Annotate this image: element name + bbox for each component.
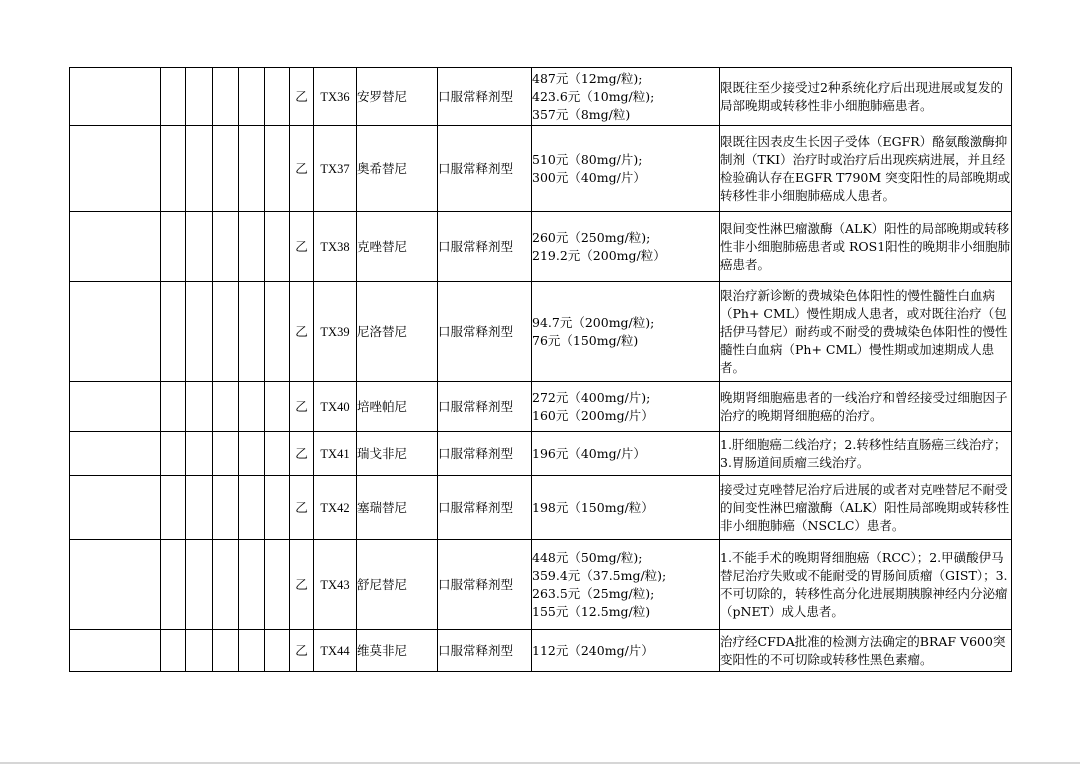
- drug-name-cell: 奥希替尼: [357, 126, 438, 212]
- price-line: 155元（12.5mg/粒): [532, 603, 651, 619]
- price-cell: [532, 630, 720, 672]
- price-cell: [532, 432, 720, 476]
- empty-cell: [161, 476, 186, 540]
- dosage-form-cell: 口服常释剂型: [438, 432, 532, 476]
- price-cell: [532, 282, 720, 382]
- empty-cell: [186, 282, 213, 382]
- empty-cell: [70, 630, 161, 672]
- empty-cell: [70, 212, 161, 282]
- drug-code-cell: TX38: [314, 212, 357, 282]
- empty-cell: [213, 212, 239, 282]
- table-row: [70, 432, 1012, 476]
- empty-cell: [186, 382, 213, 432]
- drug-table-body: [70, 68, 1012, 672]
- empty-cell: [239, 212, 265, 282]
- price-cell: [532, 68, 720, 126]
- reimbursement-limit-cell: 晚期肾细胞癌患者的一线治疗和曾经接受过细胞因子治疗的晚期肾细胞癌的治疗。: [720, 382, 1012, 432]
- price-line: 487元（12mg/粒);: [532, 70, 643, 86]
- price-line: 94.7元（200mg/粒);: [532, 314, 655, 330]
- drug-code-cell: TX39: [314, 282, 357, 382]
- empty-cell: [239, 476, 265, 540]
- empty-cell: [186, 432, 213, 476]
- empty-cell: [70, 68, 161, 126]
- empty-cell: [265, 432, 290, 476]
- price-line: 160元（200mg/片）: [532, 407, 654, 423]
- empty-cell: [239, 630, 265, 672]
- category-cell: 乙: [290, 126, 314, 212]
- table-row: [70, 212, 1012, 282]
- price-cell: [532, 126, 720, 212]
- empty-cell: [239, 432, 265, 476]
- dosage-form-cell: 口服常释剂型: [438, 382, 532, 432]
- table-row: [70, 476, 1012, 540]
- category-cell: 乙: [290, 432, 314, 476]
- drug-code-cell: TX36: [314, 68, 357, 126]
- price-line: 510元（80mg/片);: [532, 151, 643, 167]
- price-cell: [532, 476, 720, 540]
- drug-code-cell: TX40: [314, 382, 357, 432]
- drug-name-cell: 舒尼替尼: [357, 540, 438, 630]
- price-line: 219.2元（200mg/粒）: [532, 247, 666, 263]
- price-line: 359.4元（37.5mg/粒);: [532, 567, 667, 583]
- empty-cell: [239, 540, 265, 630]
- empty-cell: [186, 126, 213, 212]
- table-row: [70, 282, 1012, 382]
- drug-code-cell: TX44: [314, 630, 357, 672]
- price-line: 300元（40mg/片）: [532, 169, 646, 185]
- drug-name-cell: 维莫非尼: [357, 630, 438, 672]
- empty-cell: [161, 126, 186, 212]
- empty-cell: [213, 630, 239, 672]
- empty-cell: [239, 126, 265, 212]
- price-line: 423.6元（10mg/粒);: [532, 88, 655, 104]
- empty-cell: [70, 126, 161, 212]
- category-cell: 乙: [290, 630, 314, 672]
- empty-cell: [265, 126, 290, 212]
- price-cell: [532, 382, 720, 432]
- page-bottom-divider: [0, 762, 1080, 764]
- drug-code-cell: TX42: [314, 476, 357, 540]
- empty-cell: [186, 540, 213, 630]
- drug-name-cell: 克唑替尼: [357, 212, 438, 282]
- empty-cell: [265, 212, 290, 282]
- empty-cell: [239, 68, 265, 126]
- price-line: 272元（400mg/片);: [532, 389, 651, 405]
- empty-cell: [213, 382, 239, 432]
- reimbursement-limit-cell: 限间变性淋巴瘤激酶（ALK）阳性的局部晚期或转移性非小细胞肺癌患者或 ROS1阳性的晚期非小细胞肺癌患者。: [720, 212, 1012, 282]
- drug-code-cell: TX41: [314, 432, 357, 476]
- drug-name-cell: 尼洛替尼: [357, 282, 438, 382]
- dosage-form-cell: 口服常释剂型: [438, 476, 532, 540]
- drug-name-cell: 培唑帕尼: [357, 382, 438, 432]
- table-row: [70, 68, 1012, 126]
- price-line: 198元（150mg/粒）: [532, 499, 654, 515]
- table-row: [70, 630, 1012, 672]
- drug-catalog-table: [69, 67, 1012, 672]
- price-line: 260元（250mg/粒);: [532, 229, 651, 245]
- empty-cell: [70, 432, 161, 476]
- empty-cell: [265, 68, 290, 126]
- empty-cell: [213, 540, 239, 630]
- empty-cell: [265, 476, 290, 540]
- price-line: 448元（50mg/粒);: [532, 549, 643, 565]
- drug-name-cell: 塞瑞替尼: [357, 476, 438, 540]
- price-line: 196元（40mg/片）: [532, 445, 646, 461]
- empty-cell: [161, 212, 186, 282]
- price-cell: [532, 212, 720, 282]
- empty-cell: [70, 382, 161, 432]
- empty-cell: [213, 126, 239, 212]
- empty-cell: [213, 282, 239, 382]
- empty-cell: [161, 630, 186, 672]
- reimbursement-limit-cell: 限治疗新诊断的费城染色体阳性的慢性髓性白血病（Ph+ CML）慢性期成人患者，或对既往治疗（包括伊马替尼）耐药或不耐受的费城染色体阳性的慢性髓性白血病（Ph+ CML）慢性期或加速期成人患者。: [720, 282, 1012, 382]
- drug-code-cell: TX37: [314, 126, 357, 212]
- empty-cell: [161, 68, 186, 126]
- empty-cell: [70, 540, 161, 630]
- empty-cell: [239, 282, 265, 382]
- reimbursement-limit-cell: 治疗经CFDA批准的检测方法确定的BRAF V600突变阳性的不可切除或转移性黑色素瘤。: [720, 630, 1012, 672]
- empty-cell: [213, 432, 239, 476]
- table-row: [70, 382, 1012, 432]
- empty-cell: [213, 476, 239, 540]
- empty-cell: [213, 68, 239, 126]
- drug-code-cell: TX43: [314, 540, 357, 630]
- empty-cell: [70, 476, 161, 540]
- empty-cell: [186, 630, 213, 672]
- reimbursement-limit-cell: 1.不能手术的晚期肾细胞癌（RCC）；2.甲磺酸伊马替尼治疗失败或不能耐受的胃肠间质瘤（GIST）；3.不可切除的，转移性高分化进展期胰腺神经内分泌瘤（pNET）成人患者。: [720, 540, 1012, 630]
- dosage-form-cell: 口服常释剂型: [438, 68, 532, 126]
- empty-cell: [161, 540, 186, 630]
- empty-cell: [265, 540, 290, 630]
- reimbursement-limit-cell: 接受过克唑替尼治疗后进展的或者对克唑替尼不耐受的间变性淋巴瘤激酶（ALK）阳性局部晚期或转移性非小细胞肺癌（NSCLC）患者。: [720, 476, 1012, 540]
- dosage-form-cell: 口服常释剂型: [438, 630, 532, 672]
- empty-cell: [239, 382, 265, 432]
- price-cell: [532, 540, 720, 630]
- empty-cell: [186, 68, 213, 126]
- table-row: [70, 126, 1012, 212]
- price-line: 112元（240mg/片）: [532, 642, 654, 658]
- empty-cell: [265, 282, 290, 382]
- category-cell: 乙: [290, 540, 314, 630]
- category-cell: 乙: [290, 68, 314, 126]
- category-cell: 乙: [290, 282, 314, 382]
- category-cell: 乙: [290, 212, 314, 282]
- category-cell: 乙: [290, 476, 314, 540]
- reimbursement-limit-cell: 限既往因表皮生长因子受体（EGFR）酪氨酸激酶抑制剂（TKI）治疗时或治疗后出现疾病进展，并且经检验确认存在EGFR T790M 突变阳性的局部晚期或转移性非小细胞肺癌成人患者。: [720, 126, 1012, 212]
- empty-cell: [265, 630, 290, 672]
- drug-name-cell: 安罗替尼: [357, 68, 438, 126]
- empty-cell: [186, 476, 213, 540]
- reimbursement-limit-cell: 1.肝细胞癌二线治疗；2.转移性结直肠癌三线治疗；3.胃肠道间质瘤三线治疗。: [720, 432, 1012, 476]
- category-cell: 乙: [290, 382, 314, 432]
- reimbursement-limit-cell: 限既往至少接受过2种系统化疗后出现进展或复发的局部晚期或转移性非小细胞肺癌患者。: [720, 68, 1012, 126]
- drug-name-cell: 瑞戈非尼: [357, 432, 438, 476]
- table-row: [70, 540, 1012, 630]
- dosage-form-cell: 口服常释剂型: [438, 126, 532, 212]
- dosage-form-cell: 口服常释剂型: [438, 540, 532, 630]
- empty-cell: [161, 382, 186, 432]
- price-line: 357元（8mg/粒): [532, 106, 631, 122]
- price-line: 76元（150mg/粒): [532, 332, 639, 348]
- price-line: 263.5元（25mg/粒);: [532, 585, 655, 601]
- empty-cell: [186, 212, 213, 282]
- empty-cell: [70, 282, 161, 382]
- empty-cell: [161, 282, 186, 382]
- empty-cell: [161, 432, 186, 476]
- empty-cell: [265, 382, 290, 432]
- dosage-form-cell: 口服常释剂型: [438, 282, 532, 382]
- dosage-form-cell: 口服常释剂型: [438, 212, 532, 282]
